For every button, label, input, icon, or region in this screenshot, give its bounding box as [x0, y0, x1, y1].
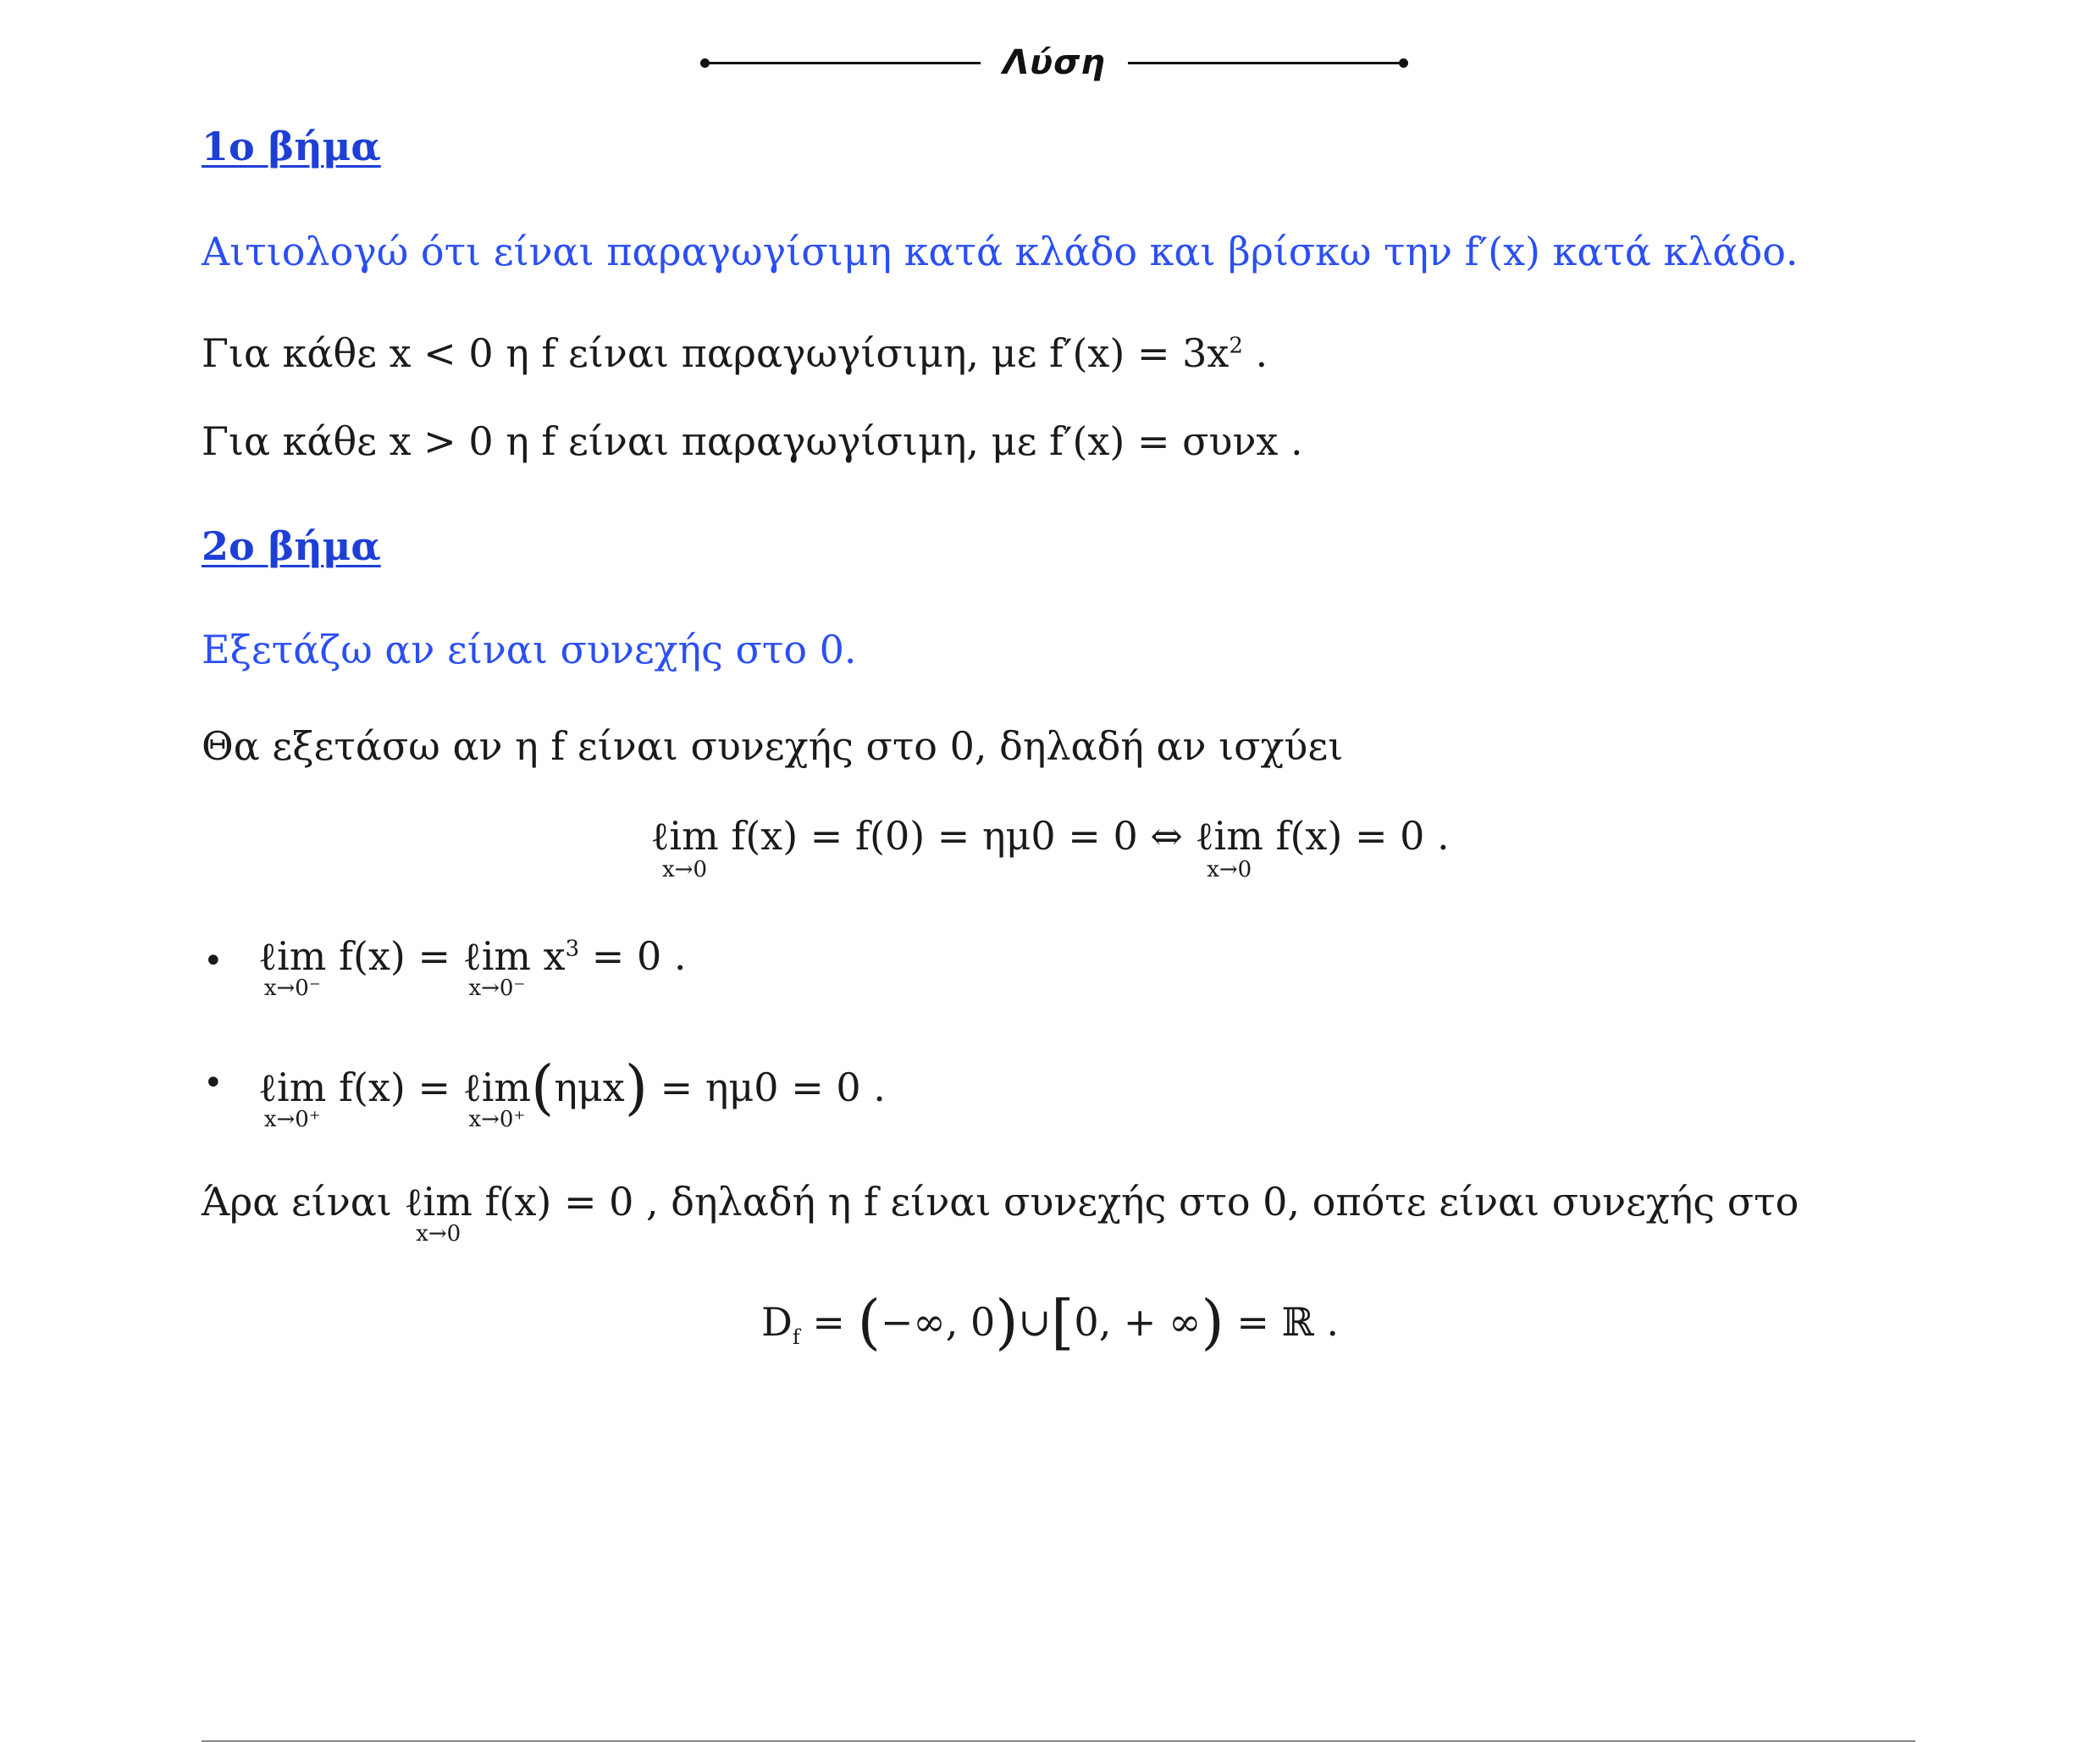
- domain-interval-b: 0, + ∞: [1074, 1299, 1202, 1345]
- header-title: Λύση: [1003, 43, 1106, 82]
- left-limit-subscript: x→0⁻: [263, 975, 321, 1001]
- left-limit-symbol-2: ℓim: [462, 933, 532, 979]
- right-limit-equation: [258, 1053, 886, 1132]
- right-limit-symbol-2: ℓim: [462, 1065, 532, 1110]
- domain-paren-close-2: ): [1201, 1287, 1224, 1357]
- domain-interval-a: −∞, 0: [880, 1299, 996, 1345]
- conclusion-line: [202, 1179, 1799, 1247]
- domain-union: ∪: [1018, 1299, 1052, 1345]
- conclusion-suffix: f(x) = 0 , δηλαδή η f είναι συνεχής στο 0, οπότε είναι συνεχής στο: [472, 1179, 1799, 1225]
- left-limit-part1: f(x) =: [326, 933, 463, 979]
- domain-paren-open-1: (: [857, 1287, 881, 1357]
- domain-D: D: [760, 1299, 793, 1345]
- limit-subscript-2: x→0: [1207, 857, 1252, 882]
- step2-instruction: Εξετάζω αν είναι συνεχής στο 0.: [202, 627, 857, 672]
- right-limit-part3: = ημ0 = 0 .: [648, 1065, 886, 1110]
- bullet-right-limit: •: [203, 1064, 224, 1103]
- header-rule-left: [703, 62, 981, 64]
- left-limit-part2: x: [531, 933, 566, 979]
- left-limit-operator: [258, 933, 327, 1001]
- right-limit-inner: ημx: [554, 1065, 625, 1110]
- header-dot-left: [700, 58, 710, 68]
- equation-part1: f(x) = f(0) = ημ0 = 0 ⇔: [718, 813, 1196, 859]
- conclusion-limit-operator: [404, 1179, 472, 1247]
- left-limit-symbol: ℓim: [258, 933, 327, 979]
- conclusion-limit-symbol: ℓim: [404, 1179, 472, 1225]
- step1-line2: Για κάθε x > 0 η f είναι παραγωγίσιμη, με f′(x) = συνx .: [202, 418, 1303, 464]
- header-rule-right: [1128, 62, 1406, 64]
- limit-operator-2: [1195, 813, 1263, 882]
- left-limit-equation: [258, 933, 687, 1001]
- right-limit-close-paren: ): [624, 1053, 649, 1122]
- conclusion-prefix: Άρα είναι: [202, 1179, 405, 1225]
- left-limit-part3: = 0 .: [579, 933, 687, 979]
- right-limit-part1: f(x) =: [326, 1065, 463, 1110]
- step1-line1-end: .: [1242, 330, 1268, 376]
- domain-paren-close-1: ): [995, 1287, 1019, 1357]
- domain-equals: =: [799, 1299, 858, 1345]
- domain-equation: [0, 1287, 2100, 1357]
- step1-label: 1ο βήμα: [202, 124, 381, 169]
- right-limit-subscript: x→0⁺: [263, 1106, 321, 1132]
- bullet-left-limit: •: [203, 942, 224, 981]
- left-limit-subscript-2: x→0⁻: [468, 975, 526, 1001]
- left-limit-exponent: 3: [565, 936, 580, 962]
- conclusion-limit-subscript: x→0: [416, 1220, 461, 1247]
- right-limit-open-paren: (: [531, 1053, 555, 1122]
- right-limit-subscript-2: x→0⁺: [468, 1106, 526, 1132]
- limit-symbol: ℓim: [650, 813, 719, 859]
- step1-line1: [202, 332, 1268, 375]
- step2-label: 2ο βήμα: [202, 523, 381, 569]
- equation-part2: f(x) = 0 .: [1263, 813, 1450, 859]
- domain-subscript: f: [792, 1325, 800, 1350]
- limit-operator: [650, 813, 719, 882]
- right-limit-symbol: ℓim: [258, 1065, 327, 1110]
- limit-subscript: x→0: [662, 857, 708, 882]
- step2-intro: Θα εξετάσω αν η f είναι συνεχής στο 0, δηλαδή αν ισχύει: [202, 723, 1344, 769]
- limit-symbol-2: ℓim: [1195, 813, 1263, 859]
- continuity-equation: [0, 813, 2100, 882]
- right-limit-operator: [258, 1065, 327, 1132]
- domain-bracket-open-2: [: [1051, 1287, 1075, 1357]
- domain-end: = ℝ .: [1224, 1299, 1339, 1345]
- right-limit-operator-2: [462, 1065, 532, 1132]
- step1-line1-text: Για κάθε x < 0 η f είναι παραγωγίσιμη, με f′(x) = 3x: [202, 330, 1230, 376]
- left-limit-operator-2: [462, 933, 532, 1001]
- step1-line1-exponent: 2: [1229, 333, 1243, 359]
- header-dot-right: [1399, 58, 1408, 68]
- solution-header: [703, 37, 1406, 88]
- step1-instruction: Αιτιολογώ ότι είναι παραγωγίσιμη κατά κλάδο και βρίσκω την f′(x) κατά κλάδο.: [202, 229, 1799, 274]
